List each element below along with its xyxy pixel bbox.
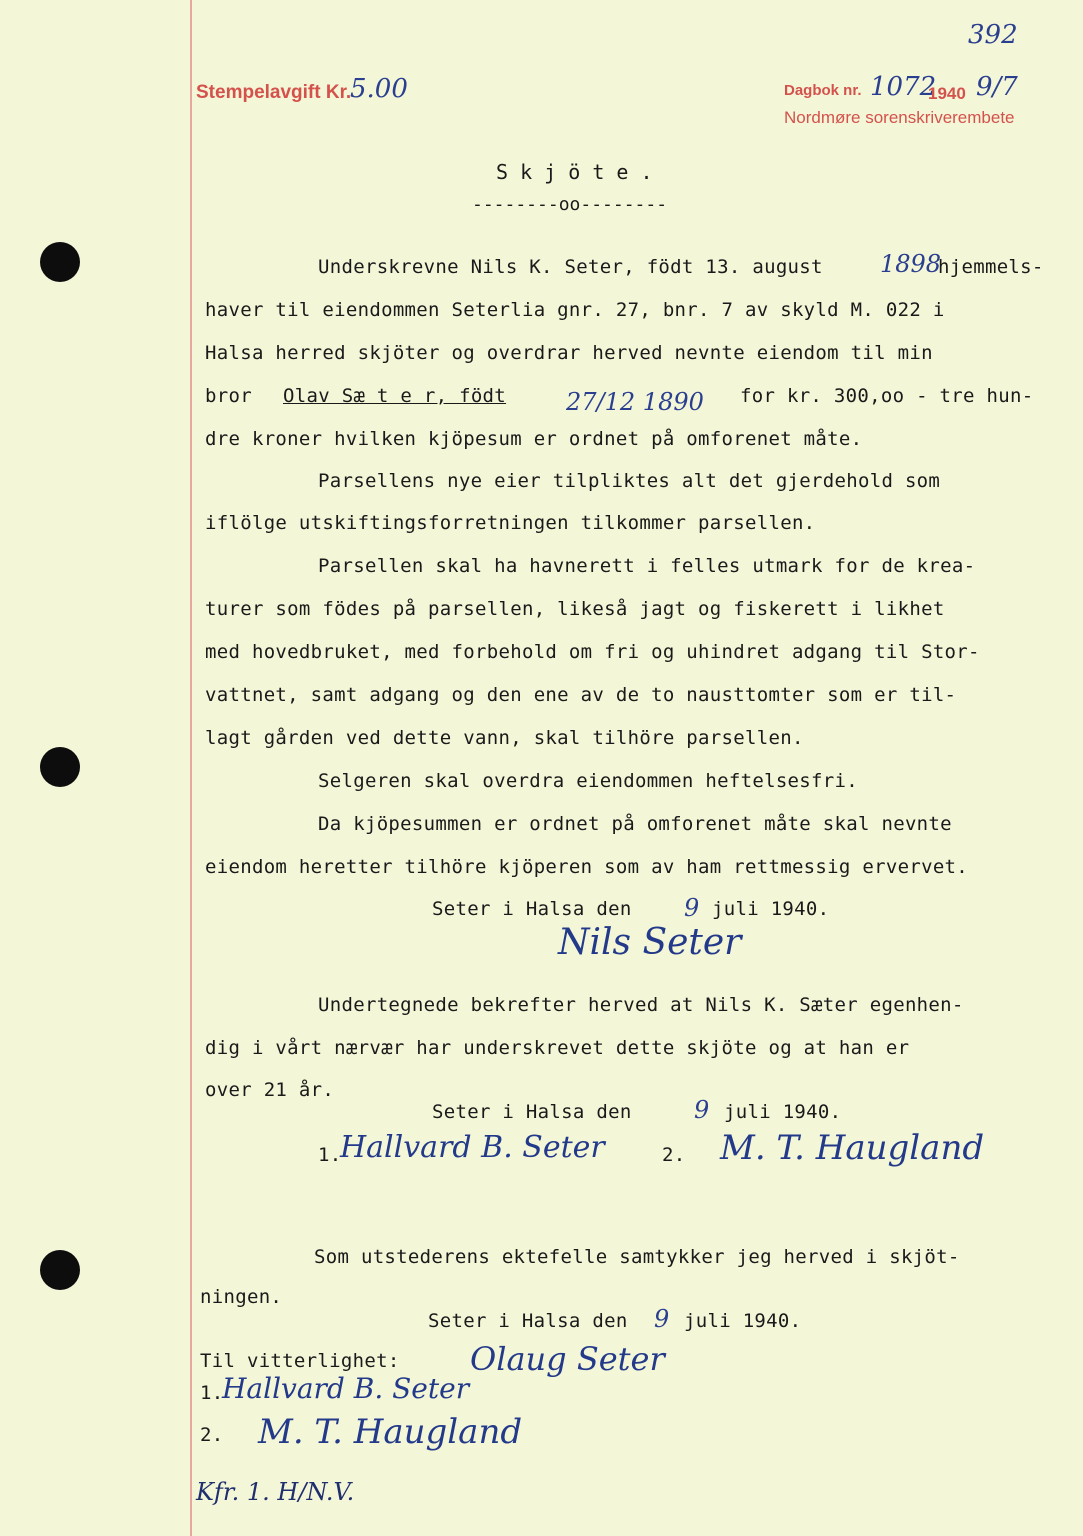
text-line: haver til eiendommen Seterlia gnr. 27, bnr. 7 av skyld M. 022 i <box>205 299 945 321</box>
office-stamp: Nordmøre sorenskriverembete <box>784 108 1015 127</box>
text-line: Som utstederens ektefelle samtykker jeg herved i skjöt- <box>314 1246 960 1268</box>
text-line: hjemmels- <box>938 256 1044 278</box>
witness-2-signature: M. T. Haugland <box>720 1128 985 1168</box>
seller-signature: Nils Seter <box>558 922 742 963</box>
dagbok-date: 9/7 <box>976 72 1018 102</box>
text-line: med hovedbruket, med forbehold om fri og uhindret adgang til Stor- <box>205 641 980 663</box>
vitterlighet-1-signature: Hallvard B. Seter <box>222 1372 470 1405</box>
text-line: turer som födes på parsellen, likeså jagt og fiskerett i likhet <box>205 598 945 620</box>
text-line: vattnet, samt adgang og den ene av de to nausttomter som er til- <box>205 684 957 706</box>
text-line: iflölge utskiftingsforretningen tilkommer parsellen. <box>205 512 816 534</box>
text-line: ningen. <box>200 1286 283 1308</box>
witness-number: 2. <box>662 1144 686 1166</box>
text-line: Underskrevne Nils K. Seter, födt 13. august <box>318 256 823 278</box>
punch-hole-icon <box>40 747 80 787</box>
title-rule: --------oo-------- <box>472 194 668 215</box>
place-date: juli 1940. <box>712 898 830 920</box>
text-line: Da kjöpesummen er ordnet på omforenet måte skal nevnte <box>318 813 952 835</box>
vitterlighet-2-signature: M. T. Haugland <box>258 1412 523 1452</box>
day: 9 <box>694 1096 710 1124</box>
dagbok-label: Dagbok nr. <box>784 82 862 99</box>
text-line: dre kroner hvilken kjöpesum er ordnet på omforenet måte. <box>205 428 863 450</box>
text-line: dig i vårt nærvær har underskrevet dette skjöte og at han er <box>205 1037 910 1059</box>
punch-hole-icon <box>40 1250 80 1290</box>
footer-note: Kfr. 1. H/N.V. <box>196 1478 355 1506</box>
text-line: Undertegnede bekrefter herved at Nils K. Sæter egenhen- <box>318 994 964 1016</box>
stamp-duty-label: Stempelavgift Kr. <box>196 82 352 103</box>
place-date: Seter i Halsa den <box>432 898 632 920</box>
day: 9 <box>684 894 700 922</box>
place-date: Seter i Halsa den <box>432 1101 632 1123</box>
text-line: for kr. 300,oo - tre hun- <box>740 385 1034 407</box>
spouse-signature: Olaug Seter <box>470 1340 665 1378</box>
text-line: Selgeren skal overdra eiendommen heftelsesfri. <box>318 770 858 792</box>
buyer-birth-date: 27/12 1890 <box>566 388 704 416</box>
place-date: juli 1940. <box>684 1310 802 1332</box>
buyer-name: Olav Sæ t e r, födt <box>283 385 507 407</box>
birth-year: 1898 <box>880 250 942 278</box>
document-title: S k j ö t e . <box>496 160 653 184</box>
text-line: lagt gården ved dette vann, skal tilhöre parsellen. <box>205 727 804 749</box>
place-date: Seter i Halsa den <box>428 1310 628 1332</box>
witness-number: 1. <box>200 1382 224 1404</box>
witness-1-signature: Hallvard B. Seter <box>340 1130 605 1165</box>
stamp-duty-amount: 5.00 <box>350 74 408 104</box>
page-number: 392 <box>968 20 1018 50</box>
margin-line <box>190 0 192 1536</box>
day: 9 <box>654 1305 670 1333</box>
text-line: over 21 år. <box>205 1079 335 1101</box>
dagbok-year: 1940 <box>928 84 966 103</box>
punch-hole-icon <box>40 242 80 282</box>
vitterlighet-label: Til vitterlighet: <box>200 1350 400 1372</box>
place-date: juli 1940. <box>724 1101 842 1123</box>
dagbok-number: 1072 <box>870 72 937 102</box>
witness-number: 2. <box>200 1424 224 1446</box>
text-line: eiendom heretter tilhöre kjöperen som av ham rettmessig ervervet. <box>205 856 969 878</box>
text-line: bror <box>205 385 252 407</box>
witness-number: 1. <box>318 1144 342 1166</box>
text-line: Halsa herred skjöter og overdrar herved nevnte eiendom til min <box>205 342 933 364</box>
text-line: Parsellens nye eier tilpliktes alt det gjerdehold som <box>318 470 941 492</box>
text-line: Parsellen skal ha havnerett i felles utmark for de krea- <box>318 555 976 577</box>
